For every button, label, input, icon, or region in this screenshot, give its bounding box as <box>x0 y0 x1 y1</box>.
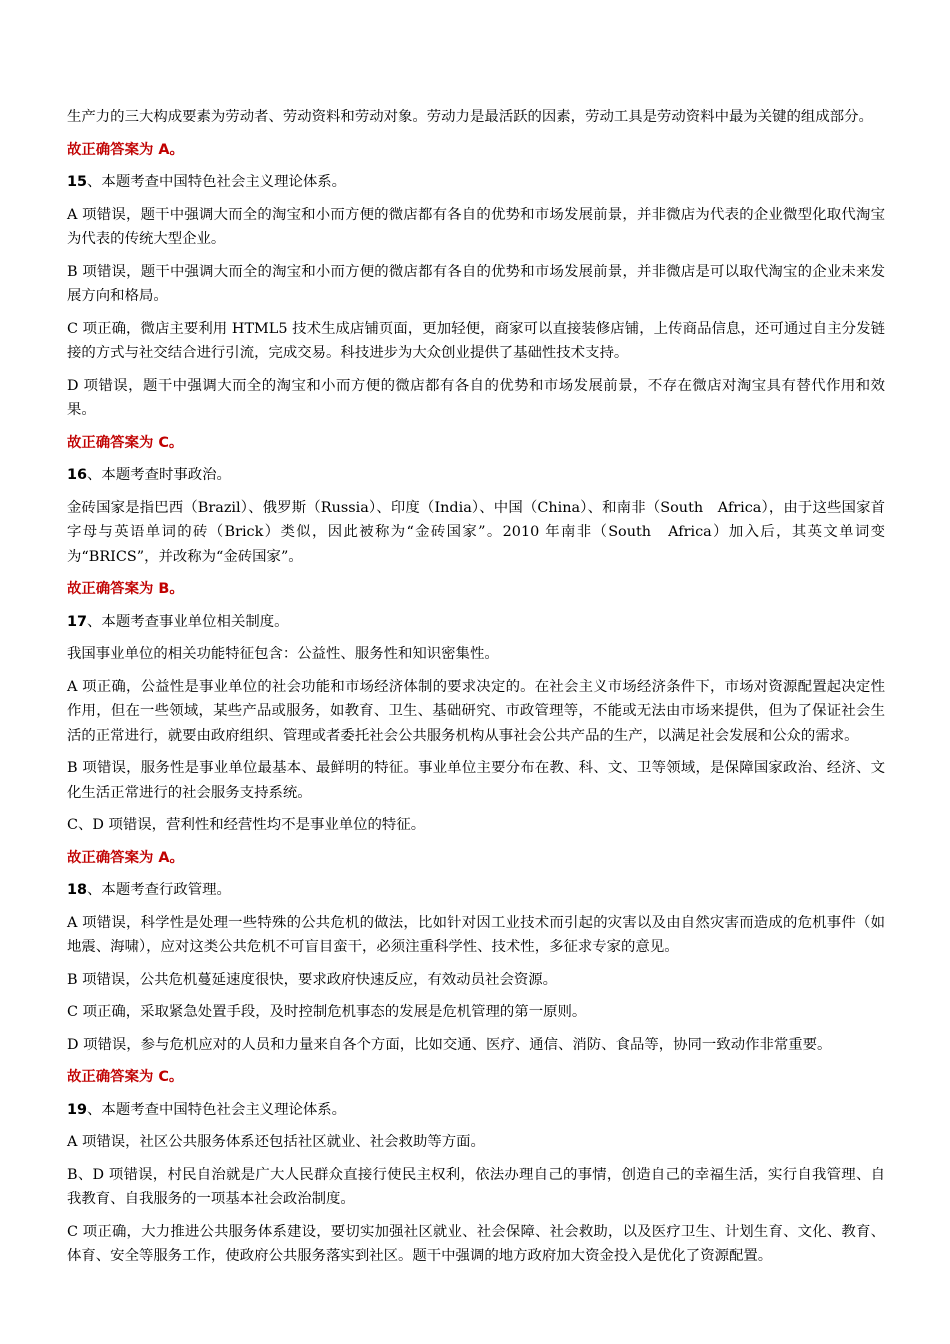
document-page <box>67 105 885 1277</box>
paragraph-text: D 项错误，参与危机应对的人员和力量来自各个方面，比如交通、医疗、通信、消防、食品等，协同一致动作非常重要。 <box>67 1036 832 1053</box>
question-number: 18 <box>67 882 88 898</box>
paragraph-text: C 项正确，采取紧急处置手段，及时控制危机事态的发展是危机管理的第一原则。 <box>67 1004 587 1020</box>
paragraph-text: D 项错误，题干中强调大而全的淘宝和小而方便的微店都有各自的优势和市场发展前景，不存在微店对淘宝具有替代作用和效果。 <box>67 377 885 418</box>
question-heading-text: 、本题考查事业单位相关制度。 <box>87 613 289 630</box>
paragraph-text: A 项错误，题干中强调大而全的淘宝和小而方便的微店都有各自的优势和市场发展前景，并非微店为代表的企业微型化取代淘宝为代表的传统大型企业。 <box>67 206 885 247</box>
question-heading <box>67 610 885 635</box>
paragraph-text: A 项错误，科学性是处理一些特殊的公共危机的做法，比如针对因工业技术而引起的灾害以及由自然灾害而造成的危机事件（如地震、海啸），应对这类公共危机不可盲目蛮干，必须注重科学性、技术性，多征求专家的意见。 <box>67 914 885 955</box>
question-number: 19 <box>67 1101 88 1118</box>
question-heading <box>67 1098 885 1123</box>
question-number: 17 <box>67 613 88 630</box>
paragraph-text: B、D 项错误，村民自治就是广大人民群众直接行使民主权利，依法办理自己的事情，创造自己的幸福生活，实行自我管理、自我教育、自我服务的一项基本社会政治制度。 <box>67 1166 885 1207</box>
question-number: 15 <box>67 174 88 190</box>
paragraph-text: 金砖国家是指巴西（Brazil）、俄罗斯（Russia）、印度（India）、中国（China）、和南非（South Africa），由于这些国家首字母与英语单词的砖（Brick）类似，因此被称为“金砖国家”。2010 年南非（South Africa）加入后，其英文单词变为“BRICS”，并改称为“金砖国家”。 <box>67 499 885 565</box>
question-heading <box>67 463 885 488</box>
paragraph-text: 生产力的三大构成要素为劳动者、劳动资料和劳动对象。劳动力是最活跃的因素，劳动工具是劳动资料中最为关键的组成部分。 <box>67 109 873 125</box>
question-heading-text: 、本题考查中国特色社会主义理论体系。 <box>87 1101 347 1118</box>
answer-line: 故正确答案为 C。 <box>67 1069 184 1085</box>
question-heading <box>67 878 885 903</box>
paragraph-text: C、D 项错误，营利性和经营性均不是事业单位的特征。 <box>67 817 426 833</box>
paragraph-text: B 项错误，服务性是事业单位最基本、最鲜明的特征。事业单位主要分布在教、科、文、卫等领域，是保障国家政治、经济、文化生活正常进行的社会服务支持系统。 <box>67 760 885 801</box>
question-number: 16 <box>67 467 88 483</box>
answer-line: 故正确答案为 B。 <box>67 581 184 597</box>
paragraph-text: A 项错误，社区公共服务体系还包括社区就业、社会救助等方面。 <box>67 1134 485 1150</box>
paragraph-text: 我国事业单位的相关功能特征包含：公益性、服务性和知识密集性。 <box>67 646 499 662</box>
paragraph-text: C 项正确，微店主要利用 HTML5 技术生成店铺页面，更加轻便，商家可以直接装修店铺，上传商品信息，还可通过自主分发链接的方式与社交结合进行引流，完成交易。科技进步为大众创业提供了基础性技术支持。 <box>67 320 885 361</box>
question-heading-text: 、本题考查行政管理。 <box>87 882 231 898</box>
paragraph-text: B 项错误，公共危机蔓延速度很快，要求政府快速反应，有效动员社会资源。 <box>67 971 558 988</box>
question-heading-text: 、本题考查时事政治。 <box>87 467 231 483</box>
answer-line: 故正确答案为 A。 <box>67 141 184 158</box>
paragraph-text: B 项错误，题干中强调大而全的淘宝和小而方便的微店都有各自的优势和市场发展前景，并非微店是可以取代淘宝的企业未来发展方向和格局。 <box>67 263 885 304</box>
paragraph-text: C 项正确，大力推进公共服务体系建设，要切实加强社区就业、社会保障、社会救助，以及医疗卫生、计划生育、文化、教育、体育、安全等服务工作，使政府公共服务落实到社区。题干中强调的地方政府加大资金投入是优化了资源配置。 <box>67 1223 885 1264</box>
answer-line: 故正确答案为 C。 <box>67 434 184 451</box>
question-heading <box>67 170 885 195</box>
question-heading-text: 、本题考查中国特色社会主义理论体系。 <box>87 174 347 190</box>
answer-line: 故正确答案为 A。 <box>67 849 184 866</box>
paragraph-text: A 项正确，公益性是事业单位的社会功能和市场经济体制的要求决定的。在社会主义市场经济条件下，市场对资源配置起决定性作用，但在一些领域，某些产品或服务，如教育、卫生、基础研究、市政管理等，不能或无法由市场来提供，但为了保证社会生活的正常进行，就要由政府组织、管理或者委托社会公共服务机构从事社会公共产品的生产，以满足社会发展和公众的需求。 <box>67 678 885 744</box>
